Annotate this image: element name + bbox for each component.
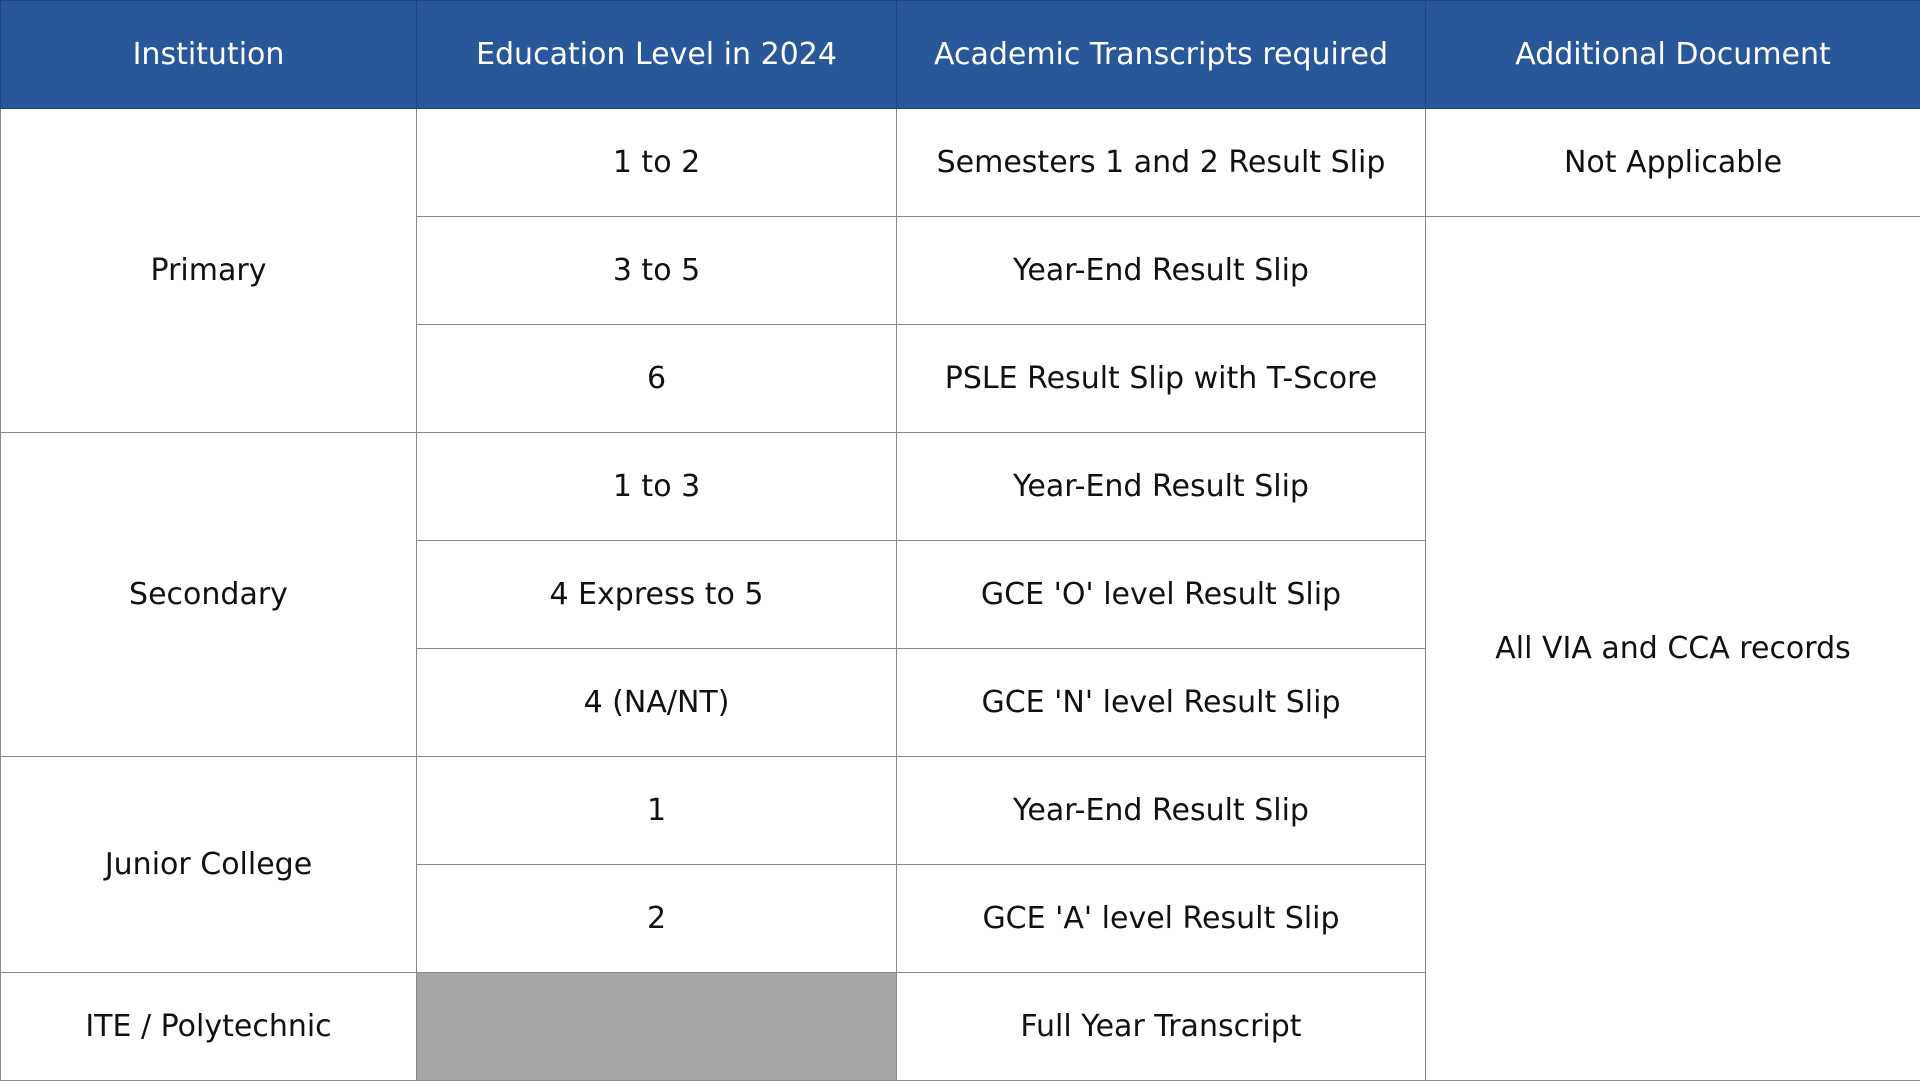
institution-junior-college: Junior College: [1, 757, 417, 973]
header-institution: Institution: [1, 1, 417, 109]
transcript-cell: PSLE Result Slip with T-Score: [897, 325, 1426, 433]
transcript-cell: Year-End Result Slip: [897, 757, 1426, 865]
transcript-cell: Full Year Transcript: [897, 973, 1426, 1081]
additional-via-cca: All VIA and CCA records: [1426, 217, 1920, 1081]
education-level-cell: 1 to 2: [417, 109, 897, 217]
institution-ite-polytechnic: ITE / Polytechnic: [1, 973, 417, 1081]
additional-not-applicable: Not Applicable: [1426, 109, 1920, 217]
table-row: [1, 109, 1920, 217]
header-row: [1, 1, 1920, 109]
transcript-cell: Year-End Result Slip: [897, 217, 1426, 325]
transcript-cell: GCE 'O' level Result Slip: [897, 541, 1426, 649]
education-level-cell: 3 to 5: [417, 217, 897, 325]
education-level-cell: 1: [417, 757, 897, 865]
education-level-empty-cell: [417, 973, 897, 1081]
transcript-cell: Semesters 1 and 2 Result Slip: [897, 109, 1426, 217]
education-level-cell: 4 Express to 5: [417, 541, 897, 649]
education-level-cell: 4 (NA/NT): [417, 649, 897, 757]
institution-primary: Primary: [1, 109, 417, 433]
transcript-cell: GCE 'N' level Result Slip: [897, 649, 1426, 757]
education-level-cell: 2: [417, 865, 897, 973]
education-level-cell: 6: [417, 325, 897, 433]
education-level-cell: 1 to 3: [417, 433, 897, 541]
transcript-cell: GCE 'A' level Result Slip: [897, 865, 1426, 973]
institution-secondary: Secondary: [1, 433, 417, 757]
transcript-cell: Year-End Result Slip: [897, 433, 1426, 541]
header-transcripts: Academic Transcripts required: [897, 1, 1426, 109]
header-additional-document: Additional Document: [1426, 1, 1920, 109]
header-education-level: Education Level in 2024: [417, 1, 897, 109]
